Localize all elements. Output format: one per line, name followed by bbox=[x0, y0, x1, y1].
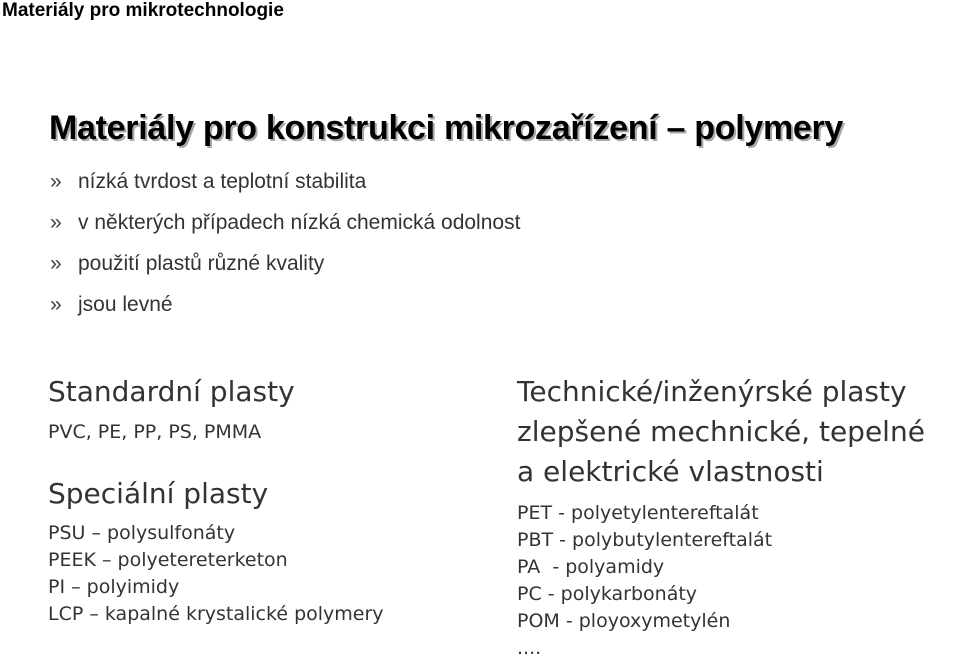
page-header: Materiály pro mikrotechnologie bbox=[2, 0, 284, 21]
bullet-marker: » bbox=[50, 211, 62, 234]
technical-plastics-item: PA - polyamidy bbox=[517, 556, 665, 578]
technical-plastics-item: PBT - polybutylentereftalát bbox=[517, 529, 773, 551]
technical-plastics-item: POM - ployoxymetylén bbox=[517, 610, 731, 632]
special-plastics-item: LCP – kapalné krystalické polymery bbox=[48, 603, 384, 625]
bullet-marker: » bbox=[50, 252, 62, 275]
special-plastics-list bbox=[48, 520, 384, 628]
bullet-item bbox=[50, 170, 520, 211]
bullet-item bbox=[50, 293, 520, 334]
bullet-marker: » bbox=[50, 293, 62, 316]
bullet-item bbox=[50, 211, 520, 252]
bullet-marker: » bbox=[50, 170, 62, 193]
special-plastics-item: PI – polyimidy bbox=[48, 576, 180, 598]
technical-plastics-subheading: a elektrické vlastnosti bbox=[517, 455, 824, 488]
standard-plastics-heading: Standardní plasty bbox=[48, 375, 295, 408]
bullet-item bbox=[50, 252, 520, 293]
slide-title: Materiály pro konstrukci mikrozařízení – polymery bbox=[49, 109, 844, 147]
bullet-text: v některých případech nízká chemická odolnost bbox=[78, 211, 521, 234]
special-plastics-heading: Speciální plasty bbox=[48, 477, 269, 510]
standard-plastics-column bbox=[48, 372, 384, 628]
technical-plastics-column bbox=[517, 372, 925, 662]
technical-plastics-item: PET - polyetylentereftalát bbox=[517, 502, 759, 524]
bullet-text: nízká tvrdost a teplotní stabilita bbox=[78, 170, 367, 193]
technical-plastics-item: PC - polykarbonáty bbox=[517, 583, 698, 605]
bullet-list bbox=[50, 170, 520, 334]
bullet-text: použití plastů různé kvality bbox=[78, 252, 325, 275]
special-plastics-item: PEEK – polyetereterketon bbox=[48, 549, 288, 571]
technical-plastics-list bbox=[517, 500, 925, 662]
bullet-text: jsou levné bbox=[78, 293, 173, 316]
technical-plastics-heading: Technické/inženýrské plasty bbox=[517, 375, 907, 408]
technical-plastics-subheading: zlepšené mechnické, tepelné bbox=[517, 415, 925, 448]
special-plastics-item: PSU – polysulfonáty bbox=[48, 522, 236, 544]
technical-plastics-item: .... bbox=[517, 637, 542, 659]
standard-plastics-items: PVC, PE, PP, PS, PMMA bbox=[48, 421, 262, 443]
